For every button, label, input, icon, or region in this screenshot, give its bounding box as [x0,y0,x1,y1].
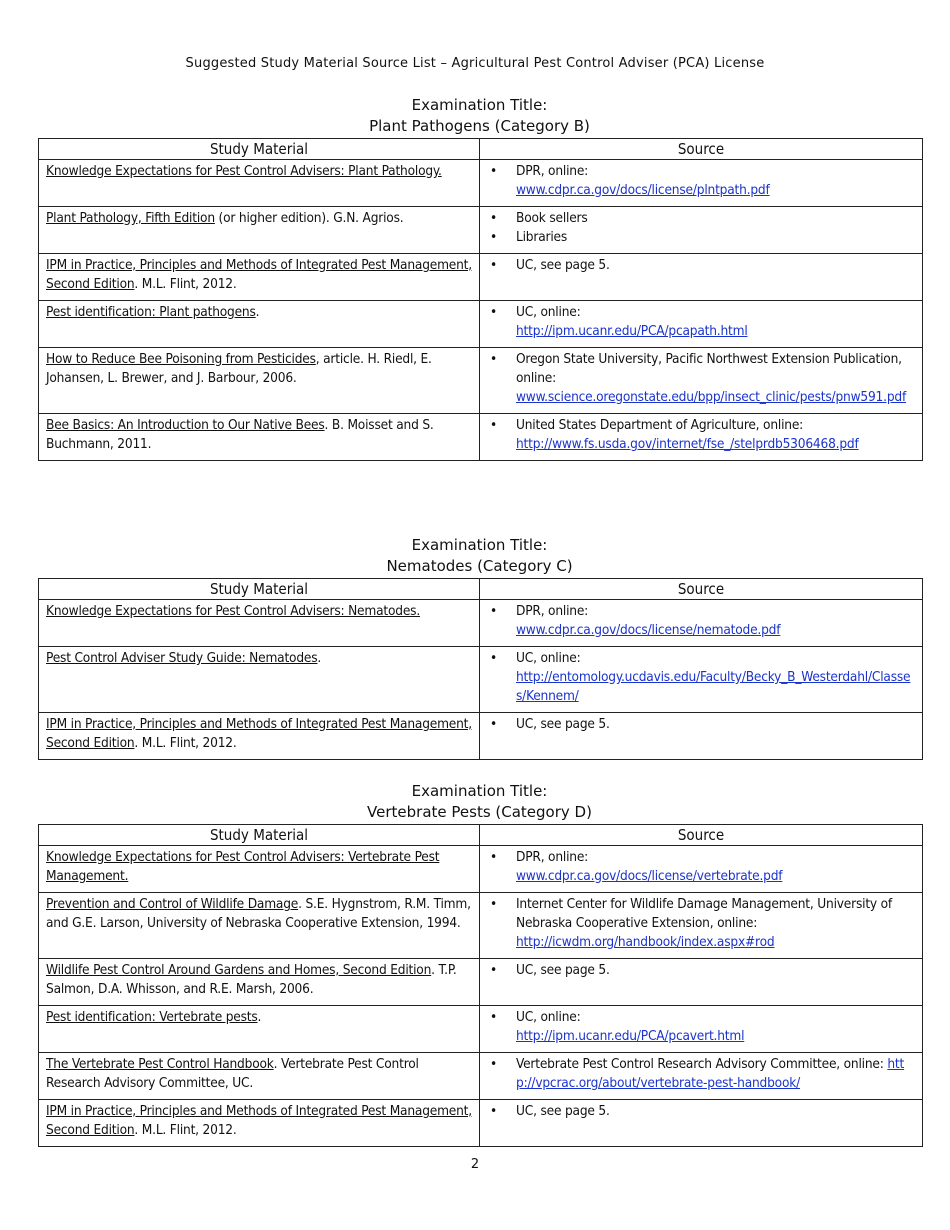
column-header-study-material: Study Material [39,825,480,846]
source-text: UC, online: [516,304,581,320]
material-title: The Vertebrate Pest Control Handbook [46,1056,274,1072]
material-title: Knowledge Expectations for Pest Control Advisers: Plant Pathology. [46,163,442,179]
material-title: Wildlife Pest Control Around Gardens and Homes, Second Edition [46,962,432,978]
material-details: . [317,650,322,666]
source-cell [480,846,923,893]
exam-title [38,95,921,137]
source-list [487,256,916,275]
page-header: Suggested Study Material Source List – Agricultural Pest Control Adviser (PCA) License [185,56,765,71]
source-cell [480,893,923,959]
source-item [487,228,916,247]
source-link[interactable]: http://entomology.ucdavis.edu/Faculty/Becky_B_Westerdahl/Classes/Kennem/ [516,669,911,704]
study-material-cell [39,160,480,207]
source-cell [480,1006,923,1053]
material-details: . M.L. Flint, 2012. [134,276,237,292]
source-link[interactable]: http://icwdm.org/handbook/index.aspx#rod [516,934,775,950]
exam-title [38,781,921,823]
exam-label: Examination Title: [411,782,548,800]
source-cell [480,600,923,647]
exam-label: Examination Title: [411,536,548,554]
material-title: Bee Basics: An Introduction to Our Native Bees [46,417,325,433]
study-table [38,578,923,760]
source-cell [480,713,923,760]
source-list [487,209,916,247]
study-table [38,138,923,461]
source-item [487,416,916,454]
material-title: How to Reduce Bee Poisoning from Pesticides [46,351,316,367]
table-row [39,959,923,1006]
study-material-cell [39,1006,480,1053]
study-material-cell [39,893,480,959]
exam-title [38,535,921,577]
section-nematodes [38,535,921,760]
source-text: UC, online: [516,1009,581,1025]
source-link[interactable]: http://ipm.ucanr.edu/PCA/pcapath.html [516,323,748,339]
table-row [39,207,923,254]
material-details: , article. H. Riedl, E. Johansen, L. Brewer, and J. Barbour, 2006. [46,351,432,386]
material-details: . T.P. Salmon, D.A. Whisson, and R.E. Marsh, 2006. [46,962,457,997]
page-number: 2 [470,1157,480,1172]
source-list [487,1102,916,1121]
study-material-cell [39,207,480,254]
material-details: . Vertebrate Pest Control Research Advisory Committee, UC. [46,1056,419,1091]
source-text: United States Department of Agriculture, online: [516,417,804,433]
material-details: . M.L. Flint, 2012. [134,735,237,751]
source-item [487,602,916,640]
source-item [487,1008,916,1046]
source-item [487,649,916,706]
source-link[interactable]: http://www.fs.usda.gov/internet/fse_/stelprdb5306468.pdf [516,436,859,452]
source-item [487,715,916,734]
material-title: Prevention and Control of Wildlife Damage [46,896,299,912]
source-list [487,416,916,454]
material-title: Knowledge Expectations for Pest Control Advisers: Nematodes. [46,603,421,619]
column-header-source: Source [480,825,923,846]
table-row [39,846,923,893]
source-list [487,162,916,200]
source-text: UC, online: [516,650,581,666]
material-title: IPM in Practice, Principles and Methods of Integrated Pest Management, Second Edition [46,1103,472,1138]
study-material-cell [39,647,480,713]
study-material-cell [39,959,480,1006]
table-row [39,1006,923,1053]
material-details: . [255,304,260,320]
table-row [39,301,923,348]
source-item [487,1055,916,1093]
study-material-cell [39,713,480,760]
section-vertebrate-pests [38,781,921,1147]
source-link[interactable]: www.cdpr.ca.gov/docs/license/nematode.pdf [516,622,781,638]
source-text: DPR, online: [516,849,589,865]
exam-category: Vertebrate Pests (Category D) [367,803,592,821]
source-text: UC, see page 5. [516,962,610,978]
source-link[interactable]: http://ipm.ucanr.edu/PCA/pcavert.html [516,1028,745,1044]
source-list [487,303,916,341]
source-item [487,1102,916,1121]
source-item [487,209,916,228]
source-cell [480,301,923,348]
source-cell [480,160,923,207]
source-text: Oregon State University, Pacific Northwest Extension Publication, online: [516,351,902,386]
source-list [487,602,916,640]
source-item [487,162,916,200]
study-material-cell [39,1100,480,1147]
table-row [39,713,923,760]
source-list [487,961,916,980]
study-material-cell [39,600,480,647]
source-cell [480,1053,923,1100]
source-list [487,649,916,706]
study-material-cell [39,414,480,461]
column-header-source: Source [480,579,923,600]
source-cell [480,1100,923,1147]
section-plant-pathogens [38,95,921,461]
table-row [39,600,923,647]
source-item [487,895,916,952]
exam-category: Nematodes (Category C) [386,557,573,575]
source-cell [480,959,923,1006]
source-list [487,350,916,407]
study-material-cell [39,846,480,893]
table-row [39,1100,923,1147]
source-list [487,895,916,952]
table-row [39,414,923,461]
material-title: Pest identification: Plant pathogens [46,304,256,320]
source-text: DPR, online: [516,603,589,619]
source-cell [480,414,923,461]
source-list [487,1055,916,1093]
material-title: IPM in Practice, Principles and Methods of Integrated Pest Management, Second Edition [46,716,472,751]
source-cell [480,647,923,713]
material-details: . [257,1009,262,1025]
source-item [487,256,916,275]
exam-category: Plant Pathogens (Category B) [369,117,590,135]
material-details: . M.L. Flint, 2012. [134,1122,237,1138]
source-text: UC, see page 5. [516,716,610,732]
source-text: UC, see page 5. [516,257,610,273]
material-title: IPM in Practice, Principles and Methods of Integrated Pest Management, Second Edition [46,257,472,292]
column-header-source: Source [480,139,923,160]
study-material-cell [39,1053,480,1100]
source-item [487,303,916,341]
study-material-cell [39,301,480,348]
source-cell [480,348,923,414]
source-item [487,350,916,407]
source-text: DPR, online: [516,163,589,179]
study-table [38,824,923,1147]
source-link[interactable]: www.cdpr.ca.gov/docs/license/vertebrate.pdf [516,868,783,884]
source-list [487,848,916,886]
study-material-cell [39,348,480,414]
source-text: Book sellers [516,210,588,226]
material-title: Pest Control Adviser Study Guide: Nematodes [46,650,318,666]
source-text: Vertebrate Pest Control Research Advisory Committee, online: [516,1056,884,1072]
source-cell [480,254,923,301]
source-text: Internet Center for Wildlife Damage Management, University of Nebraska Cooperative Extension, online: [516,896,893,931]
material-details: (or higher edition). G.N. Agrios. [214,210,404,226]
source-item [487,848,916,886]
source-cell [480,207,923,254]
material-title: Knowledge Expectations for Pest Control Advisers: Vertebrate Pest Management. [46,849,440,884]
material-title: Pest identification: Vertebrate pests [46,1009,258,1025]
study-material-cell [39,254,480,301]
source-text: UC, see page 5. [516,1103,610,1119]
exam-label: Examination Title: [411,96,548,114]
table-row [39,160,923,207]
source-item [487,961,916,980]
source-link[interactable]: http://vpcrac.org/about/vertebrate-pest-handbook/ [516,1056,905,1091]
material-details: . B. Moisset and S. Buchmann, 2011. [46,417,434,452]
column-header-study-material: Study Material [39,579,480,600]
source-list [487,715,916,734]
table-row [39,254,923,301]
table-row [39,1053,923,1100]
source-list [487,1008,916,1046]
table-row [39,893,923,959]
source-link[interactable]: www.science.oregonstate.edu/bpp/insect_clinic/pests/pnw591.pdf [516,389,907,405]
table-row [39,647,923,713]
source-text: Libraries [516,229,568,245]
material-title: Plant Pathology, Fifth Edition [46,210,215,226]
material-details: . S.E. Hygnstrom, R.M. Timm, and G.E. Larson, University of Nebraska Cooperative Extension, 1994. [46,896,471,931]
source-link[interactable]: www.cdpr.ca.gov/docs/license/plntpath.pdf [516,182,770,198]
table-row [39,348,923,414]
column-header-study-material: Study Material [39,139,480,160]
